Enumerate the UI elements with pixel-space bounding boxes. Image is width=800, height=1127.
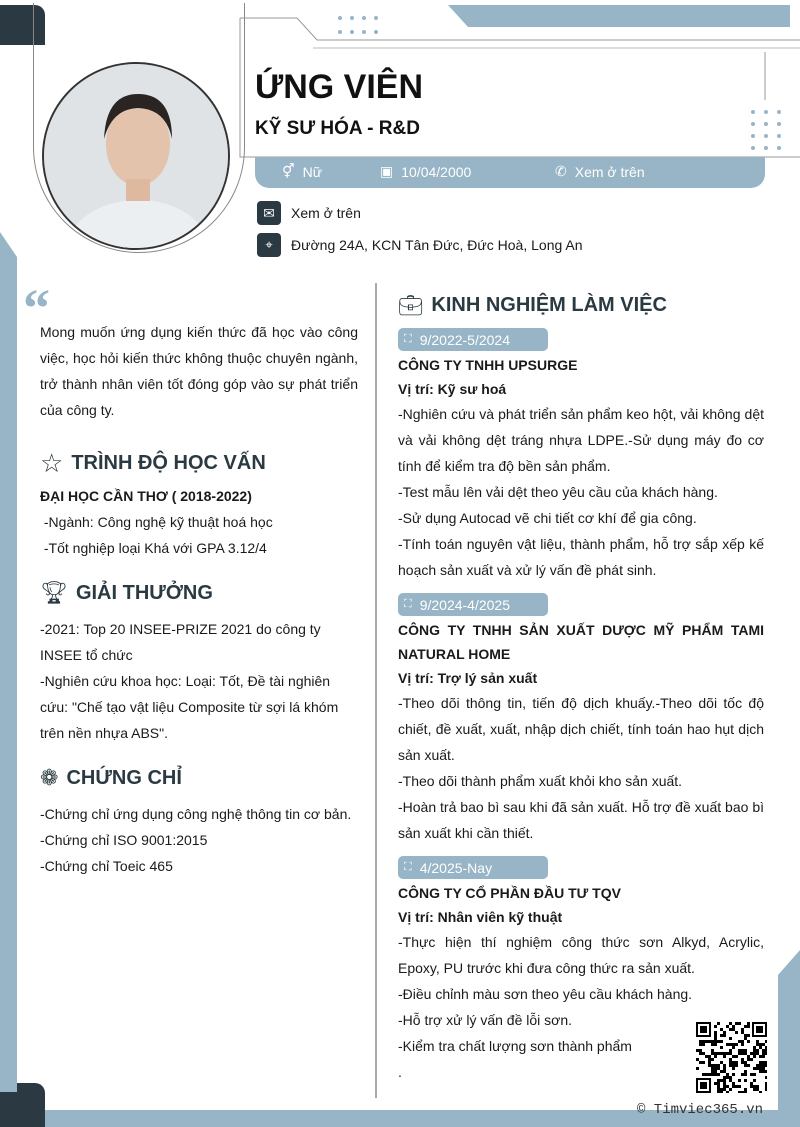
job-company: CÔNG TY TNHH UPSURGE — [398, 357, 578, 373]
focus-icon: ⛶ — [404, 598, 412, 610]
decor-dot — [764, 134, 768, 138]
location-pin-icon: ⌖ — [257, 233, 281, 257]
gender-icon: ⚥ — [282, 163, 295, 179]
objective-text: Mong muốn ứng dụng kiến thức đã học vào công việc, học hỏi kiến thức không thuộc chuyên ngành, trở thành nhân viên tốt đóng góp vào sự phát triển của công ty. — [40, 324, 358, 418]
certificate-item: -Chứng chỉ ứng dụng công nghệ thông tin cơ bản. — [40, 806, 352, 822]
experience-list — [398, 328, 764, 1095]
gender-value: Nữ — [302, 163, 323, 180]
briefcase-icon: 💼︎ — [398, 295, 424, 317]
job-company: CÔNG TY TNHH SẢN XUẤT DƯỢC MỸ PHẨM TAMI NATURAL HOME — [398, 622, 764, 662]
job-entry — [398, 328, 764, 583]
job-duty: -Nghiên cứu và phát triển sản phẩm keo hột, vải không dệt và vải không dệt tráng nhựa LDPE.-Sử dụng máy đo cơ tính để kiểm tra độ bền sản phẩm. — [398, 406, 764, 474]
decor-dot — [751, 110, 755, 114]
decor-dot — [751, 146, 755, 150]
left-strip — [0, 232, 17, 1092]
job-position: Vị trí: Nhân viên kỹ thuật — [398, 909, 563, 925]
job-duty: -Test mẫu lên vải dệt theo yêu cầu của khách hàng. — [398, 484, 718, 500]
email-icon: ✉ — [257, 201, 281, 225]
job-position: Vị trí: Trợ lý sản xuất — [398, 670, 538, 686]
certificate-item: -Chứng chỉ Toeic 465 — [40, 858, 173, 874]
birthdate-item — [380, 163, 471, 180]
job-title: KỸ SƯ HÓA - R&D — [255, 118, 420, 139]
focus-icon: ⛶ — [404, 861, 412, 873]
job-period-badge: ⛶ 4/2025-Nay — [398, 856, 548, 879]
phone-item — [555, 163, 645, 180]
decor-dot — [362, 16, 366, 20]
certificates-list — [40, 801, 358, 879]
education-line: -Tốt nghiệp loại Khá với GPA 3.12/4 — [40, 540, 267, 556]
job-period-badge: ⛶ 9/2024-4/2025 — [398, 593, 548, 616]
decor-dot — [777, 134, 781, 138]
address-row — [257, 233, 583, 257]
decor-dot — [350, 16, 354, 20]
decor-dot — [777, 110, 781, 114]
email-row — [257, 201, 361, 225]
certificate-item: -Chứng chỉ ISO 9001:2015 — [40, 832, 208, 848]
job-duty: -Tính toán nguyên vật liệu, thành phẩm, hỗ trợ sắp xếp kế hoạch sản xuất và xử lý vấn đề phát sinh. — [398, 536, 764, 578]
job-position: Vị trí: Kỹ sư hoá — [398, 381, 507, 397]
job-period-badge: ⛶ 9/2022-5/2024 — [398, 328, 548, 351]
quote-icon: “ — [23, 278, 50, 338]
education-heading: ☆ TRÌNH ĐỘ HỌC VẤN — [40, 448, 266, 478]
info-bar — [255, 157, 765, 188]
gender-item — [282, 163, 322, 180]
decor-dot — [777, 146, 781, 150]
job-duty: . — [398, 1064, 402, 1080]
job-company: CÔNG TY CỔ PHẦN ĐẦU TƯ TQV — [398, 885, 621, 901]
decor-dot — [338, 30, 342, 34]
address-value: Đường 24A, KCN Tân Đức, Đức Hoà, Long An — [291, 237, 583, 253]
calendar-icon: ▣ — [380, 163, 394, 179]
avatar — [42, 62, 230, 250]
right-corner-shape — [778, 950, 800, 1110]
award-item: -2021: Top 20 INSEE-PRIZE 2021 do công ty INSEE tổ chức — [40, 621, 321, 663]
birthdate-value: 10/04/2000 — [401, 163, 472, 180]
job-duty: -Điều chỉnh màu sơn theo yêu cầu khách hàng. — [398, 986, 693, 1002]
education-school: ĐẠI HỌC CẦN THƠ ( 2018-2022) — [40, 488, 252, 504]
decor-dot — [374, 30, 378, 34]
decor-dot — [777, 122, 781, 126]
experience-heading: 💼︎ KINH NGHIỆM LÀM VIỆC — [398, 294, 667, 317]
job-duty: -Thực hiện thí nghiệm công thức sơn Alkyd, Acrylic, Epoxy, PU trước khi đưa công thức ra sản xuất. — [398, 934, 764, 976]
decor-dot — [374, 16, 378, 20]
decor-dot — [764, 122, 768, 126]
job-duty: -Theo dõi thành phẩm xuất khỏi kho sản xuất. — [398, 773, 683, 789]
job-entry — [398, 593, 764, 846]
phone-icon: ✆ — [555, 163, 567, 179]
job-duty: -Sử dụng Autocad vẽ chi tiết cơ khí để gia công. — [398, 510, 697, 526]
award-item: -Nghiên cứu khoa học: Loại: Tốt, Đề tài nghiên cứu: "Chế tạo vật liệu Composite từ sợi lá khóm trên nền nhựa ABS". — [40, 673, 339, 741]
watermark: © Timviec365.vn — [637, 1102, 764, 1118]
decor-dot — [338, 16, 342, 20]
candidate-name: ỨNG VIÊN — [255, 68, 424, 106]
star-icon: ☆ — [40, 448, 64, 478]
phone-value: Xem ở trên — [574, 163, 645, 180]
awards-heading: 🏆︎ GIẢI THƯỞNG — [40, 580, 213, 605]
focus-icon: ⛶ — [404, 333, 412, 345]
decor-dot — [764, 146, 768, 150]
decor-dot — [751, 122, 755, 126]
qr-code — [696, 1022, 767, 1093]
education-line: -Ngành: Công nghệ kỹ thuật hoá học — [40, 514, 273, 530]
award-ribbon-icon: ❁ — [40, 765, 59, 790]
column-divider — [375, 283, 377, 1098]
awards-list — [40, 616, 358, 746]
trophy-icon: 🏆︎ — [40, 580, 68, 605]
decor-dot — [362, 30, 366, 34]
certificates-heading: ❁ CHỨNG CHỈ — [40, 765, 182, 790]
job-duty: -Hoàn trả bao bì sau khi đã sản xuất. Hỗ trợ đề xuất bao bì sản xuất khi cần thiết. — [398, 799, 764, 841]
job-duty: -Theo dõi thông tin, tiến độ dịch khuấy.-Theo dõi tốc độ chiết, đề xuất, xuất, nhập dịch chiết, tính toán hao hụt dịch sản xuất. — [398, 695, 764, 763]
decor-dot — [350, 30, 354, 34]
job-duty: -Hỗ trợ xử lý vấn đề lỗi sơn. — [398, 1012, 573, 1028]
decor-dot — [764, 110, 768, 114]
decor-dot — [751, 134, 755, 138]
job-duty: -Kiểm tra chất lượng sơn thành phẩm — [398, 1038, 632, 1054]
email-value[interactable]: Xem ở trên — [291, 205, 361, 221]
